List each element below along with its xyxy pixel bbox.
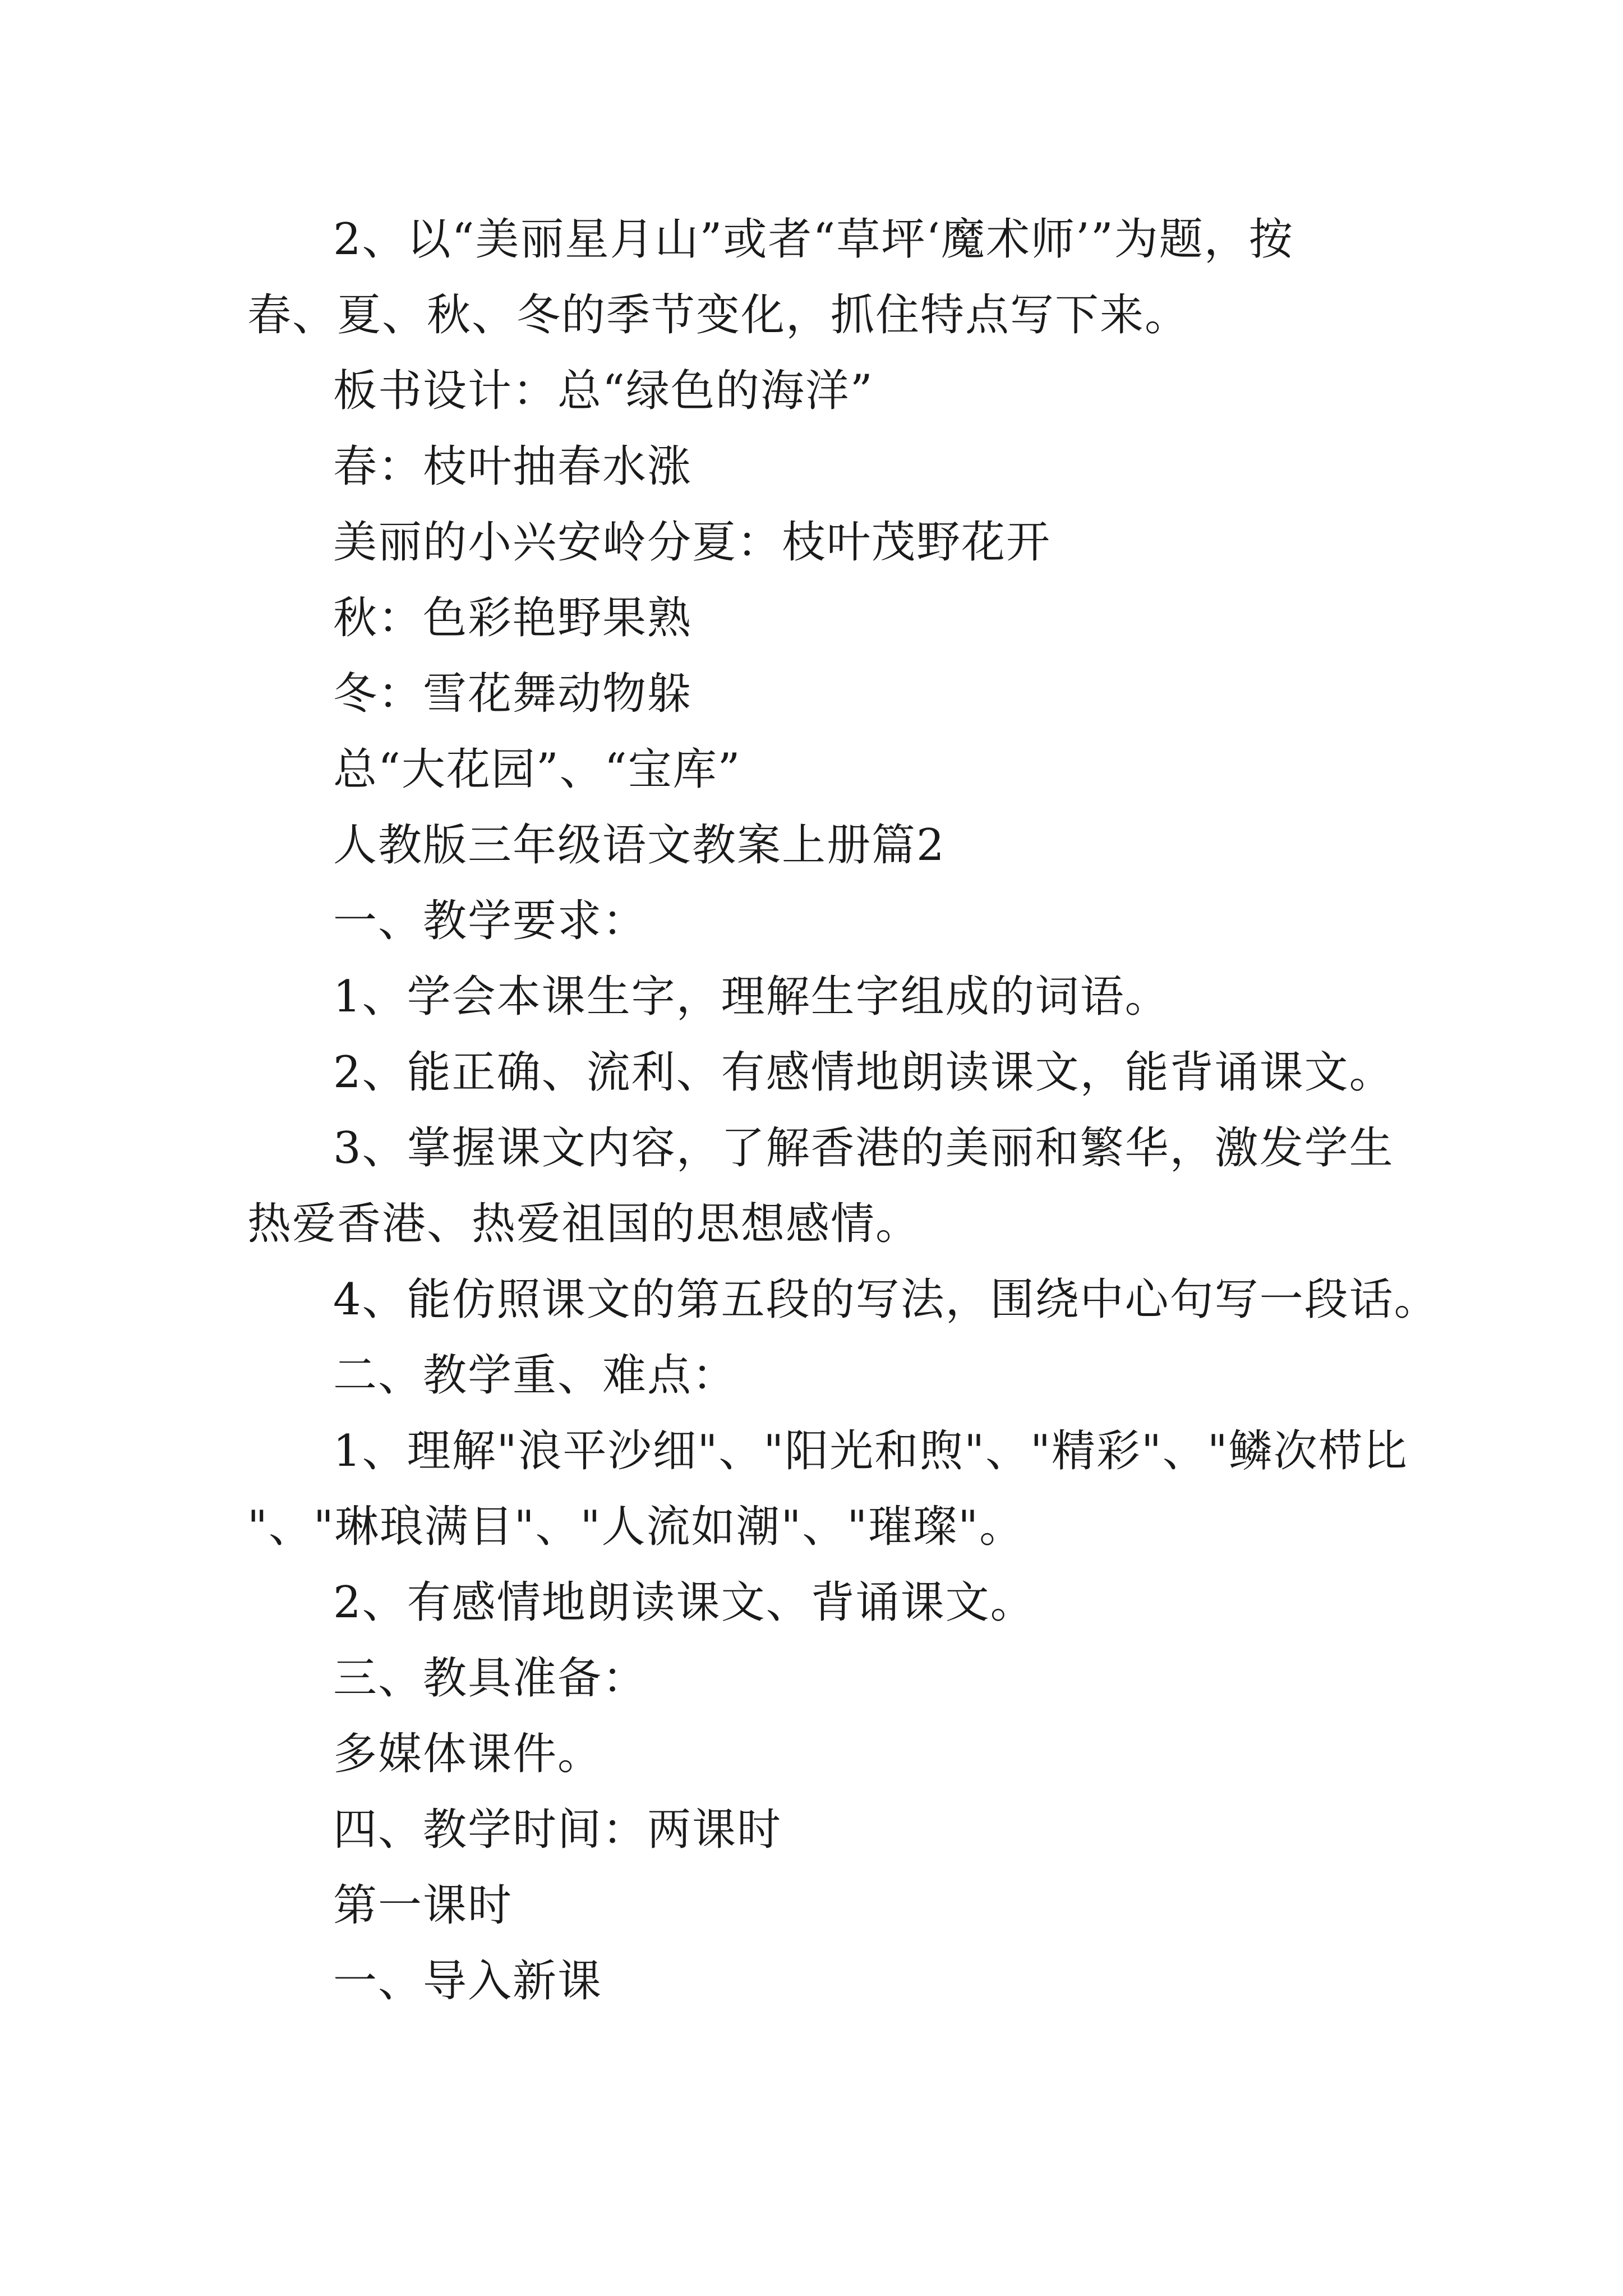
text-line: 秋：色彩艳野果熟	[333, 593, 693, 643]
text-line: 2、能正确、流利、有感情地朗读课文，能背诵课文。	[333, 1047, 1394, 1098]
text-line: 3、掌握课文内容，了解香港的美丽和繁华，激发学生	[333, 1123, 1394, 1174]
text-line: 板书设计：总“绿色的海洋”	[333, 366, 874, 416]
text-line: 总“大花园”、“宝库”	[333, 744, 741, 795]
text-line: 第一课时	[333, 1880, 513, 1931]
section-heading: 人教版三年级语文教案上册篇2	[333, 820, 946, 871]
text-line: 三、教具准备：	[333, 1653, 648, 1704]
text-line: 春、夏、秋、冬的季节变化，抓住特点写下来。	[247, 290, 1190, 341]
text-line: 1、学会本课生字，理解生字组成的词语。	[333, 972, 1170, 1022]
text-line: 一、教学要求：	[333, 896, 648, 946]
text-line: 1、理解"浪平沙细"、"阳光和煦"、"精彩"、"鳞次栉比	[333, 1426, 1408, 1476]
text-line: 多媒体课件。	[333, 1729, 603, 1779]
text-line: 二、教学重、难点：	[333, 1350, 737, 1401]
text-line: 2、以“美丽星月山”或者“草坪‘魔术师’”为题，按	[333, 214, 1294, 265]
text-line: "、"琳琅满目"、"人流如潮"、"璀璨"。	[247, 1502, 1025, 1552]
text-line: 2、有感情地朗读课文、背诵课文。	[333, 1577, 1035, 1628]
text-line: 一、导入新课	[333, 1956, 603, 2007]
text-line: 冬：雪花舞动物躲	[333, 669, 693, 719]
text-line: 四、教学时间：两课时	[333, 1805, 782, 1855]
text-line: 春：枝叶抽春水涨	[333, 441, 693, 492]
text-line: 热爱香港、热爱祖国的思想感情。	[247, 1199, 921, 1249]
text-line: 4、能仿照课文的第五段的写法，围绕中心句写一段话。	[333, 1274, 1439, 1325]
text-line: 美丽的小兴安岭分夏：枝叶茂野花开	[333, 517, 1052, 568]
